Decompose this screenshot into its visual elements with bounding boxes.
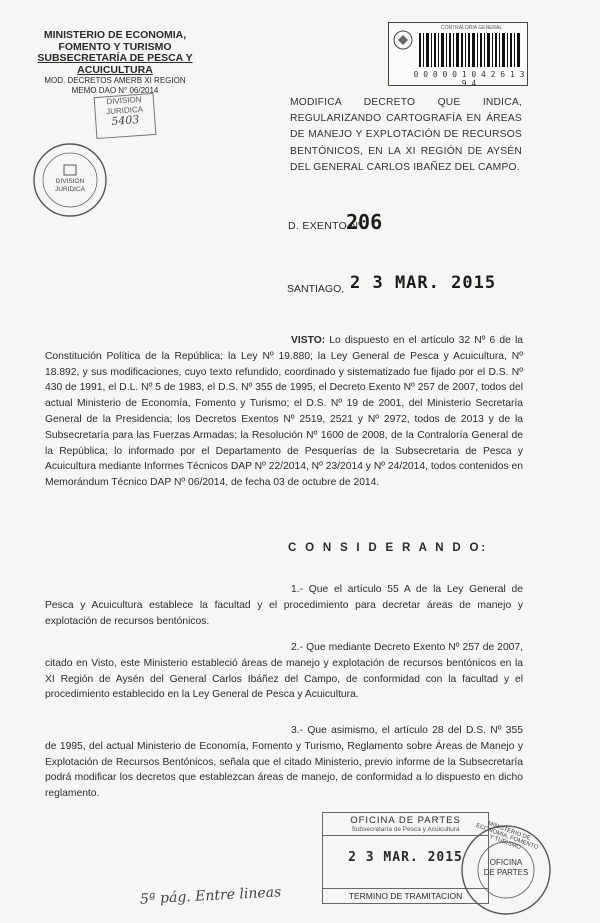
ministry-stamp-center1: OFICINA [489,858,523,867]
item-1-number: 1.- [291,584,304,595]
item-3-number: 3.- [291,725,304,736]
stamp-line2: JURIDICA [105,104,144,117]
juridica-round-stamp [30,140,110,220]
oficina-date: 2 3 MAR. 2015 [348,850,463,865]
barcode-digits: 0 0 0 0 0 1 0 4 2 6 1 3 9 4 [413,70,525,88]
round-stamp-line1: DIVISION [55,178,85,185]
stamp-line1: DIVISION [106,94,142,107]
barcode-graphic [419,33,523,67]
decree-date: 2 3 MAR. 2015 [350,273,497,293]
round-stamp-line2: JURIDICA [55,186,85,193]
visto-paragraph [45,333,523,491]
ministry-line2: FOMENTO Y TURISMO [58,40,172,53]
decree-number-label: D. EXENTO Nº [288,220,363,232]
oficina-footer: TERMINO DE TRAMITACION [323,888,488,903]
handwritten-note: 5ª pág. Entre lineas [139,884,282,908]
barcode-top-text: CONTRALORIA GENERAL [441,25,503,31]
visto-heading: VISTO: [291,335,326,346]
oficina-title: OFICINA DE PARTES [350,815,461,826]
decree-number: 206 [346,210,383,234]
decree-subject: MODIFICA DECRETO QUE INDICA, REGULARIZANDO CARTOGRAFÍA EN ÁREAS DE MANEJO Y EXPLOTACIÓN DE RECURSOS BENTÓNICOS, EN LA XI REGIÓN DE AYSÉN DEL GENERAL CARLOS IBAÑEZ DEL CAMPO. [290,97,522,173]
reference-line2: MEMO DAO N° 06/2014 [71,86,159,95]
ministry-line1: MINISTERIO DE ECONOMIA, [43,29,187,41]
item-2-text: Que mediante Decreto Exento Nº 257 de 2007, citado en Visto, este Ministerio estableció áreas de manejo y explotación de recursos bentónicos en la XI Región de Aysén del General Carlos Ibáñez del Campo, de conformidad con la facultad y el procedimiento establecido en la Ley General de Pesca y Acuicultura. [45,642,523,701]
considerando-item-2 [45,640,523,703]
reference-line1: MOD. DECRETOS AMERB XI REGION [44,76,186,85]
item-2-number: 2.- [291,642,304,653]
division-juridica-stamp [94,93,157,139]
oficina-subtitle: Subsecretaría de Pesca y Acuicultura [323,826,488,836]
ministry-stamp-center2: DE PARTES [483,868,529,877]
considerando-item-1 [45,582,523,629]
considerando-heading: C O N S I D E R A N D O: [288,542,488,554]
city-label: SANTIAGO, [287,283,345,295]
subsecretaria-line: SUBSECRETARÍA DE PESCA Y ACUICULTURA [37,52,193,76]
stamp-number: 5403 [110,113,140,128]
ministry-round-stamp [458,822,554,918]
ministry-stamp-ring-text: MINISTERIO DE ECONOMIA, FOMENTO Y TURISMO [475,820,539,852]
chile-seal-icon [392,29,414,55]
item-1-text: Que el artículo 55 A de la Ley General de Pesca y Acuicultura establece la facultad y el procedimiento para decretar áreas de manejo y explotación de recursos bentónicos. [45,584,523,627]
considerando-item-3 [45,723,523,802]
visto-text: Lo dispuesto en el artículo 32 Nº 6 de la Constitución Política de la República; la Ley Nº 19.880; la Ley General de Pesca y Acuicultura, Nº 18.892, y sus modificaciones, cuyo texto refundido, coordinado y sistematizado fue fijado por el D.S. Nº 430 de 1991, el D.L. Nº 5 de 1983, el D.S. Nº 355 de 1995, el Decreto Exento Nº 257 de 2007, todos del actual Ministerio de Economía, Fomento y Turismo; el D.S. Nº 19 de 2001, del Ministerio Secretaría General de la Presidencia; los Decretos Exentos Nº 2519, 2521 y Nº 2972, todos de 2013 y de la Subsecretaría para las Fuerzas Armadas; la Resolución Nº 1600 de 2008, de la Contraloría General de la República; lo informado por el Departamento de Pesquerías de la Subsecretaría de Pesca y Acuicultura mediante Informes Técnicos DAP Nº 22/2014, Nº 23/2014 y Nº 24/2014, todos contenidos en Memorándum Técnico DAP Nº 06/2014, de fecha 03 de octubre de 2014. [45,335,523,489]
item-3-text: Que asimismo, el artículo 28 del D.S. Nº 355 de 1995, del actual Ministerio de Economía, Fomento y Turismo, Reglamento sobre Áreas de Manejo y Explotación de Recursos Bentónicos, señala que el citado Ministerio, previo informe de la Subsecretaría podrá modificar los decretos que establezcan áreas de manejo, de conformidad a lo dispuesto en dicho reglamento. [45,725,523,800]
contraloria-barcode-box [388,22,528,86]
ministry-header [20,30,210,96]
